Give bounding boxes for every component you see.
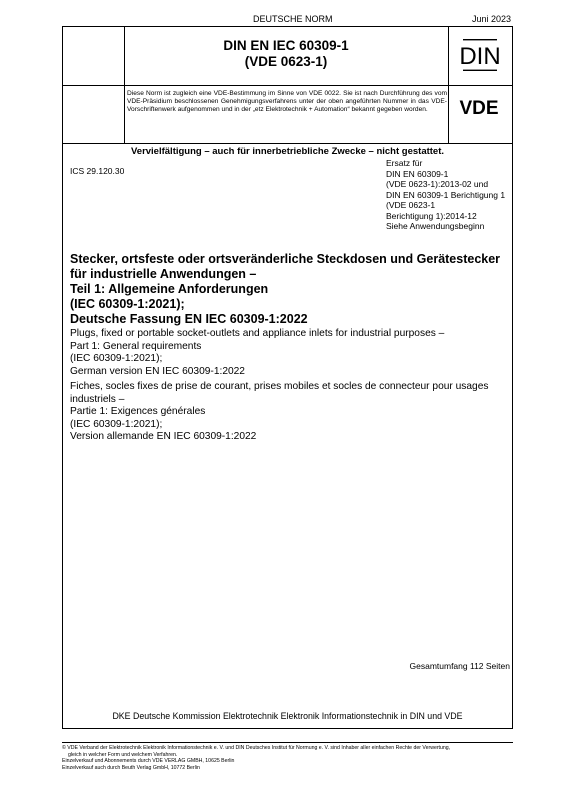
- replacement-line: Ersatz für: [386, 158, 423, 168]
- french-title-line: industriels –: [70, 393, 125, 405]
- replacement-line: (VDE 0623-1):2013-02 und: [386, 179, 489, 189]
- din-logo-text: DIN: [459, 43, 501, 70]
- footer-line: Einzelverkauf und Abonnements durch VDE VERLAG GMBH, 10625 Berlin: [62, 758, 235, 764]
- french-title: [70, 381, 510, 444]
- english-title-line: Part 1: General requirements: [70, 340, 202, 352]
- french-title-line: (IEC 60309-1:2021);: [70, 418, 163, 430]
- document-type-label: DEUTSCHE NORM: [253, 14, 333, 24]
- french-title-line: Version allemande EN IEC 60309-1:2022: [70, 431, 257, 442]
- footer-line: Einzelverkauf auch durch Beuth Verlag GmbH, 10772 Berlin: [62, 764, 200, 771]
- german-title-line: Deutsche Fassung EN IEC 60309-1:2022: [70, 312, 308, 326]
- english-title-line: Plugs, fixed or portable socket-outlets and appliance inlets for industrial purposes –: [70, 328, 445, 339]
- german-title-line: (IEC 60309-1:2021);: [70, 297, 185, 311]
- vde-number: (VDE 0623-1): [244, 54, 328, 69]
- dke-line: DKE Deutsche Kommission Elektrotechnik Elektronik Informationstechnik in DIN und VDE: [112, 711, 463, 721]
- replacement-line: DIN EN 60309-1: [386, 168, 449, 179]
- footer-divider: [62, 742, 513, 743]
- replacement-line: Siehe Anwendungsbeginn: [386, 221, 485, 231]
- copyright-footer: [62, 745, 522, 771]
- vde-approval-note: Diese Norm ist zugleich eine VDE-Bestimmung im Sinne von VDE 0022. Sie ist nach Durchführung des vom VDE-Präsidium beschlossenen Genehmigungsverfahrens unter der oben angeführten Nummer in das VDE-Vorschriftenwerk aufgenommen und in der „etz Elektrotechnik + Automation“ bekannt gegeben worden.: [127, 90, 447, 113]
- footer-line: gleich in welcher Form und welchem Verfahren.: [68, 751, 178, 758]
- reproduction-notice: Vervielfältigung – auch für innerbetriebliche Zwecke – nicht gestattet.: [130, 146, 445, 157]
- replacement-info: [386, 158, 511, 232]
- publication-date: Juni 2023: [471, 14, 511, 24]
- french-title-line: Partie 1: Exigences générales: [70, 406, 206, 417]
- replacement-line: (VDE 0623-1: [386, 200, 436, 210]
- total-pages: Gesamtumfang 112 Seiten: [409, 661, 510, 671]
- footer-line: © VDE Verband der Elektrotechnik Elektronik Informationstechnik e. V. und DIN Deutsches Institut für Normung e. V. sind Inhaber aller einfachen Rechte der Verwertung,: [62, 745, 451, 751]
- german-title-line: für industrielle Anwendungen –: [70, 267, 257, 281]
- replacement-line: Berichtigung 1):2014-12: [386, 210, 477, 221]
- vde-logo-text: VDE: [459, 98, 499, 118]
- din-logo: [454, 36, 502, 76]
- vde-logo: [454, 94, 502, 118]
- english-title: [70, 328, 510, 378]
- german-title: [70, 252, 510, 327]
- french-title-line: Fiches, socles fixes de prise de courant, prises mobiles et socles de connecteur pour usages: [70, 381, 489, 392]
- column-divider-right: [448, 26, 449, 144]
- german-title-line: Stecker, ortsfeste oder ortsveränderliche Steckdosen und Gerätestecker: [70, 252, 501, 266]
- standard-number: DIN EN IEC 60309-1: [223, 38, 349, 53]
- replacement-line: DIN EN 60309-1 Berichtigung 1: [386, 189, 506, 200]
- english-title-line: (IEC 60309-1:2021);: [70, 353, 163, 364]
- ics-code: ICS 29.120.30: [70, 166, 125, 176]
- english-title-line: German version EN IEC 60309-1:2022: [70, 365, 245, 377]
- german-title-line: Teil 1: Allgemeine Anforderungen: [70, 282, 269, 296]
- standard-title-block: [124, 38, 448, 70]
